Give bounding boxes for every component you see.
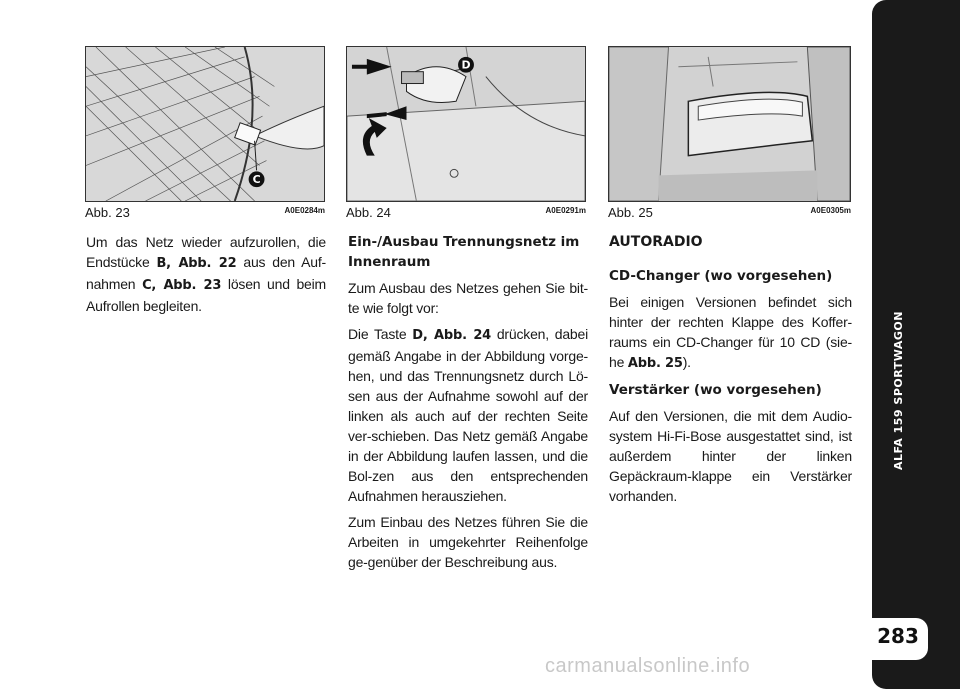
- col1-text-a: Um das Netz wieder aufzurollen, die Endstücke: [86, 234, 326, 270]
- callout-d: D: [461, 58, 471, 72]
- col2-text-a: Die Taste: [348, 326, 413, 342]
- figure-25-caption: [608, 203, 851, 221]
- figure-25-label: Abb. 25: [608, 205, 653, 220]
- figure-25-code: A0E0305m: [810, 206, 851, 215]
- watermark: carmanualsonline.info: [545, 655, 751, 677]
- col3-paragraph-2: Auf den Versionen, die mit dem Audio-system Hi-Fi-Bose ausgestattet sind, ist außerdem hinter der linken Gepäckraum-klappe ein Verstärker vorhanden.: [609, 408, 852, 504]
- figure-24-label: Abb. 24: [346, 205, 391, 220]
- col1-text-d: lösen und beim Aufrollen begleiten.: [86, 276, 327, 314]
- column-3: [609, 232, 852, 512]
- col2-heading: Ein-/Ausbau Trennungsnetz im Innenraum: [348, 234, 580, 270]
- col2-ref-d: D, Abb. 24: [412, 328, 492, 343]
- col3-ref-abb25: Abb. 25: [627, 356, 683, 371]
- side-tab: [872, 0, 960, 689]
- figure-23-caption: [85, 203, 325, 221]
- column-1: [86, 232, 326, 322]
- side-title: ALFA 159 SPORTWAGON: [892, 311, 905, 470]
- figure-23-image: [85, 46, 325, 202]
- page-number: 283: [877, 624, 919, 648]
- col3-paragraph-1: [609, 292, 852, 374]
- figure-23-label: Abb. 23: [85, 205, 130, 220]
- col3-text-a: Bei einigen Versionen befindet sich hinter der rechten Klappe des Koffer-raums ein CD-Changer für 10 CD (sie-he: [609, 294, 852, 370]
- col2-text-c: drücken, dabei gemäß Angabe in der Abbildung vorge-hen, und das Trennungsnetz durch Lö-sen aus der Aufnahme sowohl auf der linken als auch auf der rechten Seite ver-schieben. Das Netz gemäß Angabe in der Abbildung laufen lassen, und die Bol-zen aus den entsprechenden Aufnahmen herausziehen.: [348, 326, 589, 504]
- col2-paragraph-2: [348, 324, 588, 506]
- column-2: [348, 232, 588, 578]
- col2-paragraph-1: Zum Ausbau des Netzes gehen Sie bit-te wie folgt vor:: [348, 280, 588, 316]
- figure-25-image: [608, 46, 851, 202]
- col1-ref-c: C, Abb. 23: [142, 278, 222, 293]
- col2-paragraph-3: Zum Einbau des Netzes führen Sie die Arbeiten in umgekehrter Reihenfolge ge-genüber der Beschreibung aus.: [348, 514, 588, 570]
- figure-24-image: [346, 46, 586, 202]
- col3-text-c: ).: [682, 354, 691, 370]
- figure-23-code: A0E0284m: [284, 206, 325, 215]
- col1-text-c: aus den Auf-nahmen: [86, 254, 326, 292]
- col1-ref-b: B, Abb. 22: [156, 256, 237, 271]
- figure-24-caption: [346, 203, 586, 221]
- figure-24-code: A0E0291m: [545, 206, 586, 215]
- col3-subheading-1: CD-Changer (wo vorgesehen): [609, 268, 833, 284]
- col3-heading: AUTORADIO: [609, 234, 703, 250]
- col3-subheading-2: Verstärker (wo vorgesehen): [609, 382, 822, 398]
- col1-paragraph: [86, 232, 326, 316]
- callout-c: C: [252, 173, 261, 187]
